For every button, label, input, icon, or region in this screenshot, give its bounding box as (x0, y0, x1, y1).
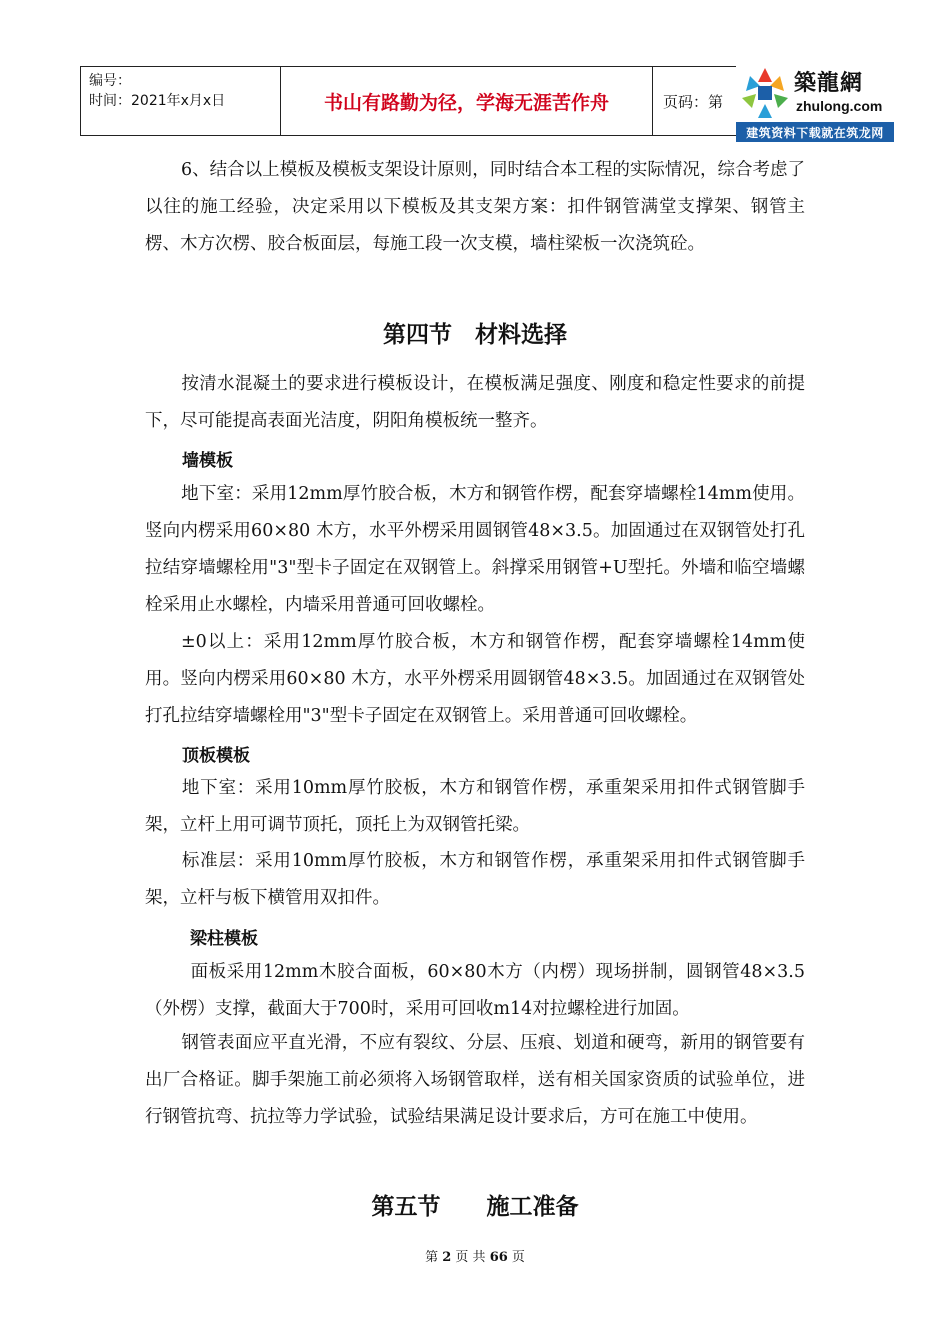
logo-slogan: 建筑资料下载就在筑龙网 (736, 122, 894, 142)
logo-emblem-icon (736, 64, 794, 122)
total-pages: 66 (489, 1250, 508, 1265)
logo-domain: zhulong.com (796, 98, 883, 114)
header-motto: 书山有路勤为径，学海无涯苦作舟 (281, 67, 653, 135)
page-label: 页码：第 (663, 92, 724, 111)
paragraph-wall-above: ±0以上：采用12mm厚竹胶合板，木方和钢管作楞，配套穿墙螺栓14mm使用。竖向内楞采用60×80 木方，水平外楞采用圆钢管48×3.5。加固通过在双钢管处打孔拉结穿墙螺栓用"3"型卡子固定在双钢管上。采用普通可回收螺栓。 (145, 632, 805, 726)
paragraph-beam: 面板采用12mm木胶合面板，60×80木方（内楞）现场拼制，圆钢管48×3.5（外楞）支撑，截面大于700时，采用可回收m14对拉螺栓进行加固。 (145, 962, 805, 1019)
paragraph-slab-standard: 标准层：采用10mm厚竹胶板，木方和钢管作楞，承重架采用扣件式钢管脚手架，立杆与板下横管用双扣件。 (145, 851, 805, 908)
beam-column-heading: 梁柱模板 (190, 929, 258, 949)
header-table (80, 66, 820, 136)
zhulong-logo (736, 64, 894, 144)
page-number: 2 (442, 1250, 452, 1265)
logo-name-cn: 築龍網 (794, 71, 864, 96)
paragraph-design: 按清水混凝土的要求进行模板设计，在模板满足强度、刚度和稳定性要求的前提下，尽可能提高表面光洁度，阴阳角模板统一整齐。 (145, 374, 805, 431)
paragraph-wall-basement: 地下室：采用12mm厚竹胶合板，木方和钢管作楞，配套穿墙螺栓14mm使用。竖向内楞采用60×80 木方，水平外楞采用圆钢管48×3.5。加固通过在双钢管处打孔拉结穿墙螺栓用"3"型卡子固定在双钢管上。斜撑采用钢管+U型托。外墙和临空墙螺栓采用止水螺栓，内墙采用普通可回收螺栓。 (145, 484, 805, 615)
paragraph-slab-basement: 地下室：采用10mm厚竹胶板，木方和钢管作楞，承重架采用扣件式钢管脚手架，立杆上用可调节顶托，顶托上为双钢管托梁。 (145, 778, 805, 835)
slab-formwork-heading: 顶板模板 (182, 746, 250, 766)
header-meta (81, 67, 281, 135)
serial-label: 编号： (89, 73, 131, 89)
paragraph-scheme: 6、结合以上模板及模板支架设计原则，同时结合本工程的实际情况，综合考虑了以往的施工经验，决定采用以下模板及其支架方案：扣件钢管满堂支撑架、钢管主楞、木方次楞、胶合板面层，每施工段一次支模，墙柱梁板一次浇筑砼。 (145, 160, 805, 254)
paragraph-pipe: 钢管表面应平直光滑，不应有裂纹、分层、压痕、划道和硬弯，新用的钢管要有出厂合格证。脚手架施工前必须将入场钢管取样，送有相关国家资质的试验单位，进行钢管抗弯、抗拉等力学试验，试验结果满足设计要求后，方可在施工中使用。 (145, 1033, 805, 1127)
section4-title: 第四节 材料选择 (383, 322, 567, 348)
date-label: 时间：2021年x月x日 (89, 93, 226, 109)
page-footer: 第 2 页 共 66 页 (425, 1250, 525, 1265)
section5-title: 第五节 施工准备 (371, 1194, 579, 1220)
wall-formwork-heading: 墙模板 (182, 451, 233, 471)
